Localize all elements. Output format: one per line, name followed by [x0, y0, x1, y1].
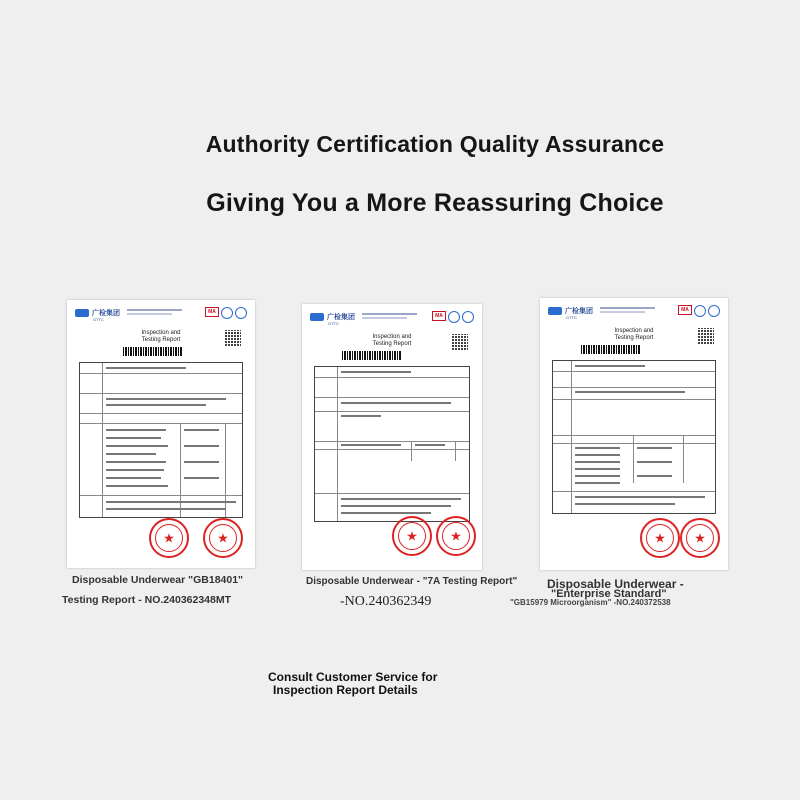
certification-marks: [678, 305, 720, 317]
barcode-icon: [123, 347, 183, 356]
document-title: Inspection and Testing Report: [614, 328, 654, 341]
qr-code-icon: [225, 330, 241, 346]
report-table: [552, 360, 716, 514]
official-seal-icon: ★: [436, 516, 476, 556]
cnas-icon: [448, 311, 460, 323]
ilac-icon: [235, 307, 247, 319]
cnas-icon: [221, 307, 233, 319]
company-logo: 广检集团 GTTC: [310, 312, 355, 322]
report-number-2: -NO.240362349: [340, 594, 432, 609]
report-document-1: [67, 300, 255, 568]
certification-marks: [205, 307, 247, 319]
report-number-3: "GB15979 Microorganism" -NO.240372538: [510, 598, 671, 607]
ilac-icon: [708, 305, 720, 317]
official-seal-icon: ★: [149, 518, 189, 558]
logo-mark-icon: [75, 309, 89, 317]
document-title: Inspection and Testing Report: [372, 334, 412, 347]
ilac-icon: [462, 311, 474, 323]
official-seal-icon: ★: [392, 516, 432, 556]
cma-icon: MA: [205, 307, 219, 317]
cma-icon: MA: [678, 305, 692, 315]
consult-line-1: Consult Customer Service for: [268, 670, 438, 684]
official-seal-icon: ★: [680, 518, 720, 558]
report-caption-3: Disposable Underwear -: [547, 577, 684, 591]
qr-code-icon: [452, 334, 468, 350]
report-table: [314, 366, 470, 522]
report-caption-2: Disposable Underwear - "7A Testing Report": [306, 576, 518, 587]
report-table: [79, 362, 243, 518]
document-title: Inspection and Testing Report: [141, 330, 181, 343]
company-logo: 广检集团 GTTC: [548, 306, 593, 316]
logo-mark-icon: [548, 307, 562, 315]
barcode-icon: [581, 345, 641, 354]
barcode-icon: [342, 351, 402, 360]
official-seal-icon: ★: [203, 518, 243, 558]
certification-marks: [432, 311, 474, 323]
report-document-3: [540, 298, 728, 570]
report-caption-3-line2: "Enterprise Standard": [551, 588, 667, 600]
headline-primary: Authority Certification Quality Assurance: [205, 131, 665, 157]
headline-secondary: Giving You a More Reassuring Choice: [206, 189, 664, 217]
qr-code-icon: [698, 328, 714, 344]
consult-line-2: Inspection Report Details: [273, 683, 418, 697]
cnas-icon: [694, 305, 706, 317]
cma-icon: MA: [432, 311, 446, 321]
logo-mark-icon: [310, 313, 324, 321]
report-document-2: [302, 304, 482, 570]
report-number-1: Testing Report - NO.240362348MT: [62, 594, 232, 606]
company-logo: 广检集团 GTTC: [75, 308, 120, 318]
official-seal-icon: ★: [640, 518, 680, 558]
report-caption-1: Disposable Underwear "GB18401": [72, 574, 244, 586]
